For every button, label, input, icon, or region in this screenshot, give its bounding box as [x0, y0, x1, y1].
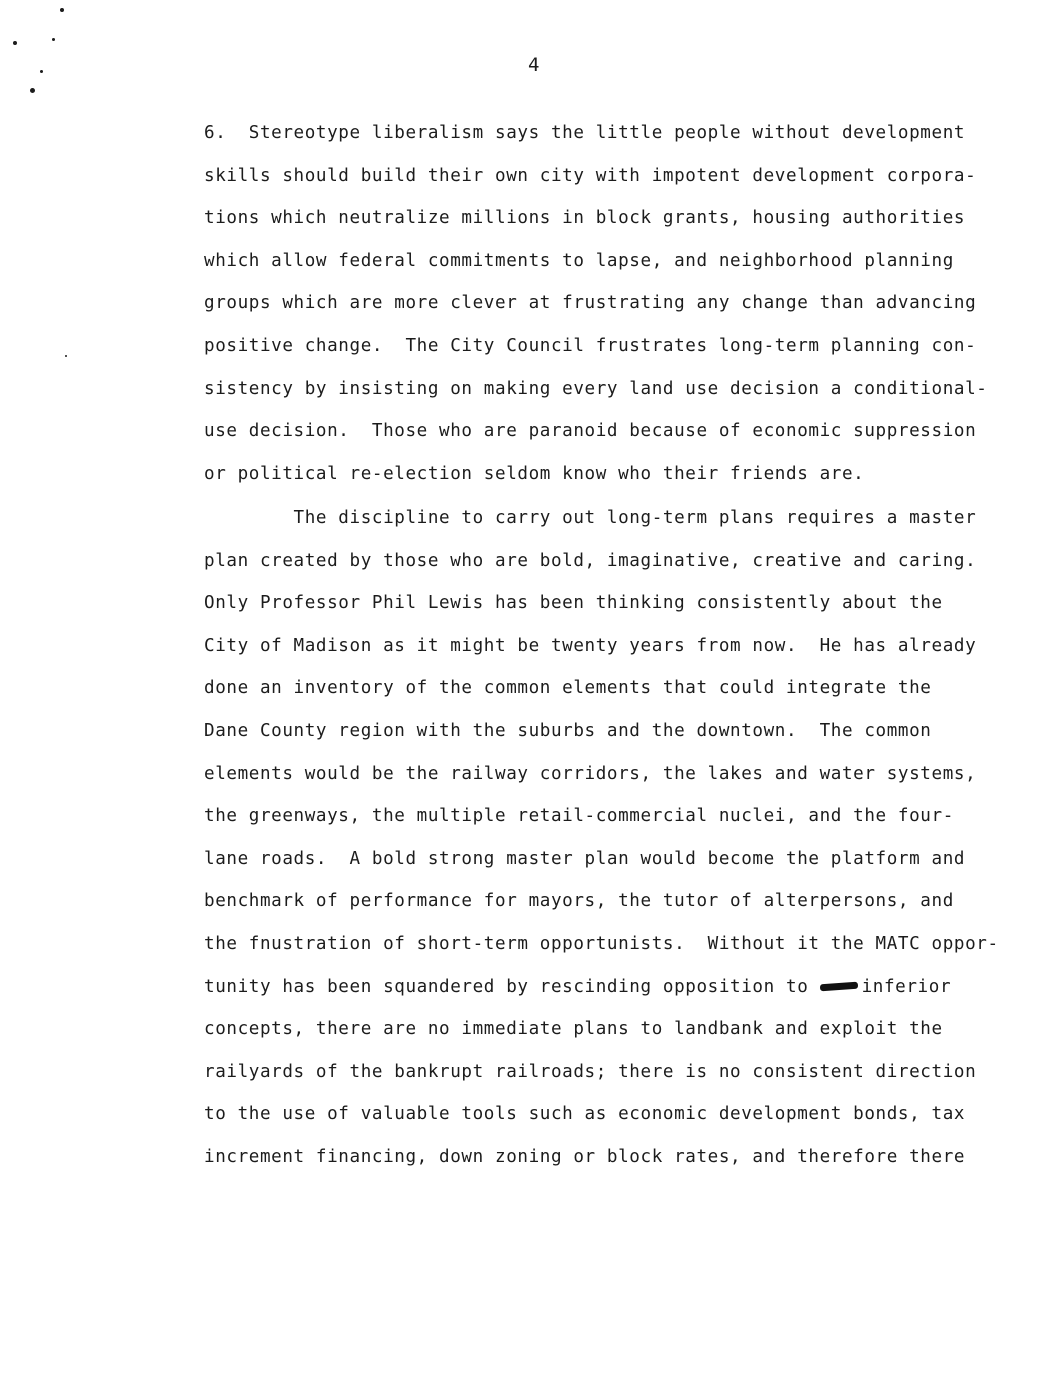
page-number: 4 [528, 54, 540, 76]
text-segment: tunity has been squandered by rescinding opposition to [204, 976, 809, 997]
text-line: or political re-election seldom know who their friends are. [204, 463, 865, 484]
text-line: the fnustration of short-term opportunists. Without it the MATC oppor- [204, 933, 999, 954]
text-line: use decision. Those who are paranoid because of economic suppression [204, 421, 977, 442]
margin-speck [65, 355, 67, 357]
margin-speck [30, 88, 35, 93]
text-line: which allow federal commitments to lapse, and neighborhood planning [204, 250, 954, 271]
margin-speck [13, 41, 17, 45]
text-line: sistency by insisting on making every land use decision a conditional- [204, 378, 988, 399]
text-line: skills should build their own city with impotent development corpora- [204, 165, 977, 186]
text-line: done an inventory of the common elements that could integrate the [204, 678, 932, 699]
text-line: concepts, there are no immediate plans to landbank and exploit the [204, 1019, 943, 1040]
text-line: increment financing, down zoning or block rates, and therefore there [204, 1146, 966, 1167]
text-line: tions which neutralize millions in block grants, housing authorities [204, 208, 966, 229]
paragraph-master-plan [204, 497, 999, 1179]
strikeout-mark [819, 982, 857, 992]
margin-speck [60, 8, 64, 12]
text-line: to the use of valuable tools such as economic development bonds, tax [204, 1104, 966, 1125]
text-line: positive change. The City Council frustrates long-term planning con- [204, 335, 977, 356]
text-line: benchmark of performance for mayors, the tutor of alterpersons, and [204, 891, 954, 912]
text-line: plan created by those who are bold, imaginative, creative and caring. [204, 550, 977, 571]
text-line: groups which are more clever at frustrating any change than advancing [204, 293, 977, 314]
margin-speck [40, 70, 43, 73]
text-line: Only Professor Phil Lewis has been thinking consistently about the [204, 593, 943, 614]
text-line: Dane County region with the suburbs and the downtown. The common [204, 720, 932, 741]
text-line: the greenways, the multiple retail-commercial nuclei, and the four- [204, 806, 954, 827]
text-line-with-strikeout [204, 966, 994, 1009]
text-line: railyards of the bankrupt railroads; there is no consistent direction [204, 1061, 977, 1082]
text-line: The discipline to carry out long-term plans requires a master [204, 508, 977, 528]
paragraph-stereotype-liberalism [204, 112, 994, 495]
text-line: lane roads. A bold strong master plan would become the platform and [204, 848, 966, 869]
text-line: elements would be the railway corridors, the lakes and water systems, [204, 763, 977, 784]
margin-speck [52, 38, 55, 41]
text-segment: inferior [861, 976, 952, 997]
text-line: City of Madison as it might be twenty years from now. He has already [204, 635, 977, 656]
text-line: 6. Stereotype liberalism says the little people without development [204, 123, 966, 143]
